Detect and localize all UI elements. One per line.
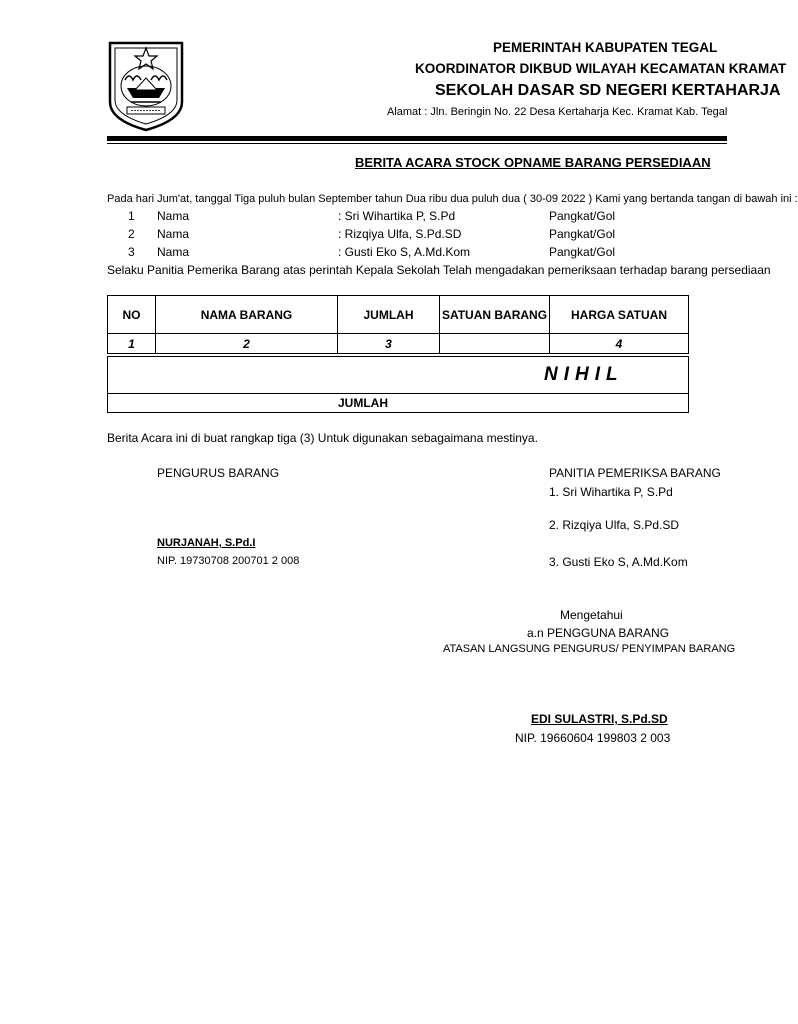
- table-header-unit: SATUAN BARANG: [439, 295, 550, 334]
- letterhead-school: SEKOLAH DASAR SD NEGERI KERTAHARJA: [435, 82, 781, 99]
- statement-paragraph: Selaku Panitia Pemerika Barang atas perintah Kepala Sekolah Telah mengadakan pemeriksaan terhadap barang persediaan: [107, 263, 771, 277]
- member-name: : Gusti Eko S, A.Md.Kom: [338, 245, 471, 259]
- member-label: Nama: [157, 245, 190, 259]
- acknowledgement-signer-nip: NIP. 19660604 199803 2 003: [515, 731, 671, 745]
- right-signer-member: 3. Gusti Eko S, A.Md.Kom: [549, 555, 688, 569]
- table-column-number: 4: [549, 333, 689, 354]
- right-signer-member: 1. Sri Wihartika P, S.Pd: [549, 485, 673, 499]
- table-header-quantity: JUMLAH: [337, 295, 440, 334]
- letterhead-divider-thick: [107, 136, 727, 141]
- right-signer-member: 2. Rizqiya Ulfa, S.Pd.SD: [549, 518, 680, 532]
- member-label: Nama: [157, 209, 190, 223]
- letterhead-address: Alamat : Jln. Beringin No. 22 Desa Kertaharja Kec. Kramat Kab. Tegal: [387, 106, 728, 118]
- table-header-unit-price: HARGA SATUAN: [549, 295, 689, 334]
- table-nihil-row: [107, 356, 689, 393]
- left-signer-name: NURJANAH, S.Pd.I: [157, 537, 256, 549]
- member-number: 3: [128, 245, 135, 259]
- closing-paragraph: Berita Acara ini di buat rangkap tiga (3) Untuk digunakan sebagaimana mestinya.: [107, 431, 538, 445]
- table-header-item-name: NAMA BARANG: [155, 295, 338, 334]
- member-rank: Pangkat/Gol: [549, 245, 616, 259]
- member-label: Nama: [157, 227, 190, 241]
- member-number: 1: [128, 209, 135, 223]
- acknowledgement-position: ATASAN LANGSUNG PENGURUS/ PENYIMPAN BARANG: [443, 643, 736, 655]
- total-label: JUMLAH: [338, 396, 388, 410]
- member-rank: Pangkat/Gol: [549, 227, 616, 241]
- member-name: : Sri Wihartika P, S.Pd: [338, 209, 456, 223]
- letterhead-government: PEMERINTAH KABUPATEN TEGAL: [493, 40, 718, 55]
- intro-paragraph: Pada hari Jum'at, tanggal Tiga puluh bulan September tahun Dua ribu dua puluh dua ( 30-09 2022 ) Kami yang bertanda tangan di bawah ini :: [107, 193, 798, 205]
- table-column-number: 1: [107, 333, 156, 354]
- regency-emblem-icon: [107, 40, 185, 132]
- table-header-no: NO: [107, 295, 156, 334]
- member-rank: Pangkat/Gol: [549, 209, 616, 223]
- nihil-text: NIHIL: [544, 364, 624, 385]
- letterhead-coordinator: KOORDINATOR DIKBUD WILAYAH KECAMATAN KRAMAT: [415, 61, 787, 76]
- acknowledgement-signer-name: EDI SULASTRI, S.Pd.SD: [531, 712, 668, 726]
- acknowledgement-role: a.n PENGGUNA BARANG: [527, 626, 670, 640]
- acknowledgement-label: Mengetahui: [560, 608, 623, 622]
- table-total-row: [107, 393, 689, 413]
- member-name: : Rizqiya Ulfa, S.Pd.SD: [338, 227, 462, 241]
- member-number: 2: [128, 227, 135, 241]
- table-column-number: [439, 333, 550, 354]
- left-signer-nip: NIP. 19730708 200701 2 008: [157, 555, 300, 567]
- left-signer-title: PENGURUS BARANG: [157, 466, 280, 480]
- table-column-number: 3: [337, 333, 440, 354]
- table-column-number: 2: [155, 333, 338, 354]
- letterhead-divider-thin: [107, 143, 727, 144]
- document-title: BERITA ACARA STOCK OPNAME BARANG PERSEDIAAN: [355, 155, 711, 170]
- right-signer-title: PANITIA PEMERIKSA BARANG: [549, 466, 721, 480]
